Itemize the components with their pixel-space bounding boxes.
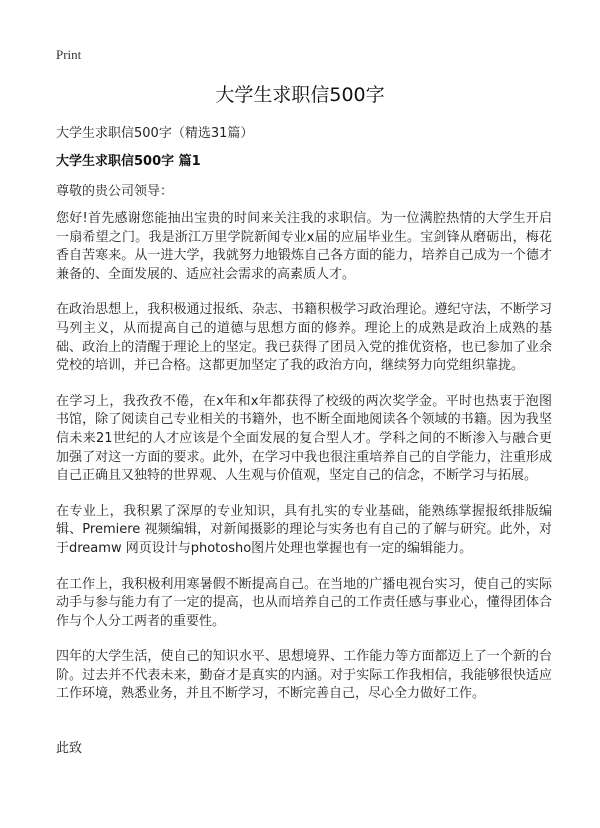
paragraph-politics: 在政治思想上，我积极通过报纸、杂志、书籍积极学习政治理论。遵纪守法，不断学习马列主义，从而提高自己的道德与思想方面的修养。理论上的成熟是政治上成熟的基础、政治上的清醒于理论上的坚定。我已获得了团员入党的推优资格，也已参加了业余党校的培训，并已合格。这都更加坚定了我的政治方向，继续努力向党组织靠拢。 [56, 302, 552, 374]
print-link[interactable]: Print [56, 47, 82, 62]
letter-closing: 此致 [56, 741, 83, 756]
paragraph-summary: 四年的大学生活，使自己的知识水平、思想境界、工作能力等方面都迈上了一个新的台阶。过去并不代表未来，勤奋才是真实的内涵。对于实际工作我相信，我能够很快适应工作环境，熟悉业务，并且不断学习，不断完善自己，尽心全力做好工作。 [56, 649, 552, 702]
letter-salutation: 尊敬的贵公司领导： [56, 184, 174, 199]
page-title: 大学生求职信500字 [215, 84, 385, 106]
paragraph-major: 在专业上，我积累了深厚的专业知识，具有扎实的专业基础，能熟练掌握报纸排版编辑、Premiere 视频编辑，对新闻摄影的理论与实务也有自己的了解与研究。此外，对于dreamw 网页设计与photosho图片处理也掌握也有一定的编辑能力。 [56, 503, 552, 556]
letter-body [56, 210, 552, 721]
section-heading: 大学生求职信500字 篇1 [56, 154, 201, 169]
paragraph-study: 在学习上，我孜孜不倦，在x年和x年都获得了校级的两次奖学金。平时也热衷于泡图书馆，除了阅读自己专业相关的书籍外，也不断全面地阅读各个领域的书籍。因为我坚信未来21世纪的人才应该是个全面发展的复合型人才。学科之间的不断渗入与融合更加强了对这一方面的要求。此外，在学习中我也很注重培养自己的自学能力，注重形成自己正确且又独特的世界观、人生观与价值观，坚定自己的信念，不断学习与拓展。 [56, 393, 552, 484]
paragraph-greeting: 您好!首先感谢您能抽出宝贵的时间来关注我的求职信。为一位满腔热情的大学生开启一扇希望之门。我是浙江万里学院新闻专业x届的应届毕业生。宝剑锋从磨砺出，梅花香自苦寒来。从一进大学，我就努力地锻炼自己各方面的能力，培养自己成为一个德才兼备的、全面发展的、适应社会需求的高素质人才。 [56, 211, 552, 282]
paragraph-work: 在工作上，我积极利用寒暑假不断提高自己。在当地的广播电视台实习，使自己的实际动手与参与能力有了一定的提高，也从而培养自己的工作责任感与事业心，懂得团体合作与个人分工两者的重要性。 [56, 576, 552, 629]
document-subtitle: 大学生求职信500字（精选31篇） [56, 126, 254, 141]
